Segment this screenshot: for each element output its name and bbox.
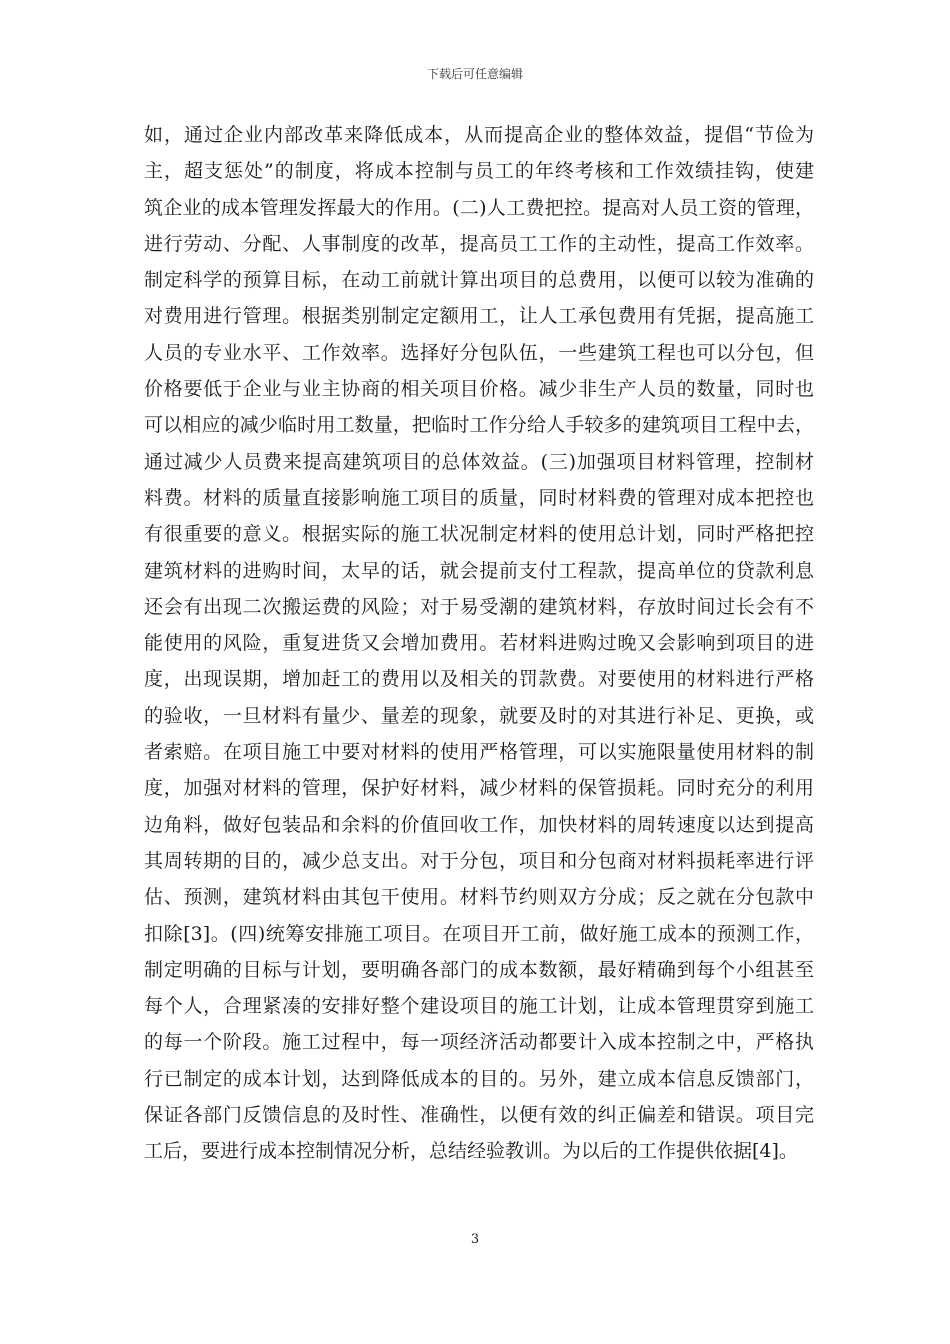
text-line: 的验收，一旦材料有量少、量差的现象，就要及时的对其进行补足、更换，或 (144, 704, 814, 727)
text-line: 对费用进行管理。根据类别制定定额用工，让人工承包费用有凭据，提高施工 (144, 305, 814, 328)
text-line: 者索赔。在项目施工中要对材料的使用严格管理，可以实施限量使用材料的制 (144, 741, 814, 764)
text-line: 边角料，做好包装品和余料的价值回收工作，加快材料的周转速度以达到提高 (144, 813, 814, 836)
text-line: 可以相应的减少临时用工数量，把临时工作分给人手较多的建筑项目工程中去， (144, 414, 814, 437)
text-line: 的每一个阶段。施工过程中，每一项经济活动都要计入成本控制之中，严格执 (144, 1031, 814, 1054)
text-line: 保证各部门反馈信息的及时性、准确性，以便有效的纠正偏差和错误。项目完 (144, 1104, 814, 1127)
page-number: 3 (470, 1232, 480, 1247)
body-text (144, 117, 814, 1170)
text-line: 制定明确的目标与计划，要明确各部门的成本数额，最好精确到每个小组甚至 (144, 958, 814, 981)
text-line: 筑企业的成本管理发挥最大的作用。(二)人工费把控。提高对人员工资的管理， (144, 196, 814, 219)
page-header: 下载后可任意编辑 (426, 67, 523, 81)
text-line: 其周转期的目的，减少总支出。对于分包，项目和分包商对材料损耗率进行评 (144, 849, 814, 872)
text-line: 还会有出现二次搬运费的风险；对于易受潮的建筑材料，存放时间过长会有不 (144, 595, 814, 618)
text-line: 度，加强对材料的管理，保护好材料，减少材料的保管损耗。同时充分的利用 (144, 777, 814, 800)
text-line: 进行劳动、分配、人事制度的改革，提高员工工作的主动性，提高工作效率。 (144, 232, 814, 255)
text-line: 能使用的风险，重复进货又会增加费用。若材料进购过晚又会影响到项目的进 (144, 632, 814, 655)
text-line: 主，超支惩处”的制度，将成本控制与员工的年终考核和工作效绩挂钩，使建 (144, 160, 814, 183)
text-line: 行已制定的成本计划，达到降低成本的目的。另外，建立成本信息反馈部门， (144, 1067, 814, 1090)
text-line: 料费。材料的质量直接影响施工项目的质量，同时材料费的管理对成本把控也 (144, 486, 814, 509)
text-line: 通过减少人员费来提高建筑项目的总体效益。(三)加强项目材料管理，控制材 (144, 450, 814, 473)
text-line: 价格要低于企业与业主协商的相关项目价格。减少非生产人员的数量，同时也 (144, 378, 814, 401)
text-line: 建筑材料的进购时间，太早的话，就会提前支付工程款，提高单位的贷款利息 (144, 559, 814, 582)
text-line: 估、预测，建筑材料由其包干使用。材料节约则双方分成；反之就在分包款中 (144, 886, 814, 909)
text-line: 扣除[3]。(四)统筹安排施工项目。在项目开工前，做好施工成本的预测工作， (144, 922, 814, 945)
text-line: 如，通过企业内部改革来降低成本，从而提高企业的整体效益，提倡“节俭为 (144, 124, 814, 146)
text-line: 制定科学的预算目标，在动工前就计算出项目的总费用，以便可以较为准确的 (144, 269, 814, 292)
text-line: 有很重要的意义。根据实际的施工状况制定材料的使用总计划，同时严格把控 (144, 523, 814, 546)
text-line: 人员的专业水平、工作效率。选择好分包队伍，一些建筑工程也可以分包，但 (144, 341, 814, 364)
text-line: 每个人，合理紧凑的安排好整个建设项目的施工计划，让成本管理贯穿到施工 (144, 995, 814, 1018)
text-line: 度，出现误期，增加赶工的费用以及相关的罚款费。对要使用的材料进行严格 (144, 668, 814, 691)
text-line: 工后，要进行成本控制情况分析，总结经验教训。为以后的工作提供依据[4]。 (144, 1140, 798, 1163)
